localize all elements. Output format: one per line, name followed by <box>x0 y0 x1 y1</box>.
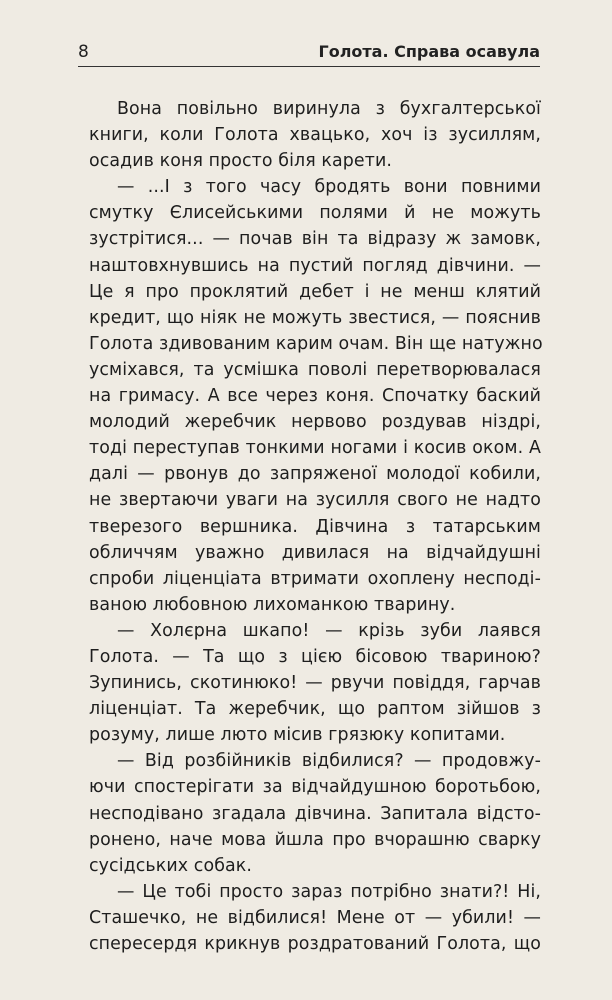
text-line: осадив коня просто біля карети. <box>89 151 392 172</box>
text-line: ючи спостерігати за відчайдушною боротьбою, <box>89 777 541 798</box>
text-line: несподівано згадала дівчина. Запитала відсто- <box>89 803 541 824</box>
running-title: Голота. Справа осавула <box>318 42 540 61</box>
text-line: ронено, наче мова йшла про вчорашню сварку <box>89 829 541 850</box>
text-line: Сташечко, не відбилися! Мене от — убили! — <box>89 907 541 928</box>
text-line: ліценціат. Та жеребчик, що раптом зійшов з <box>89 699 541 720</box>
paragraph <box>89 96 541 174</box>
text-line: усміхався, та усмішка поволі перетворювалася <box>89 359 541 380</box>
text-line: молодий жеребчик нервово роздував ніздрі, <box>89 412 541 433</box>
text-line: сусідських собак. <box>89 855 253 876</box>
text-line: Вона повільно виринула з бухгалтерської <box>117 99 541 119</box>
paragraph <box>89 748 541 878</box>
text-line: спересердя крикнув роздратований Голота, що <box>89 934 541 954</box>
paragraph <box>89 174 541 618</box>
text-line: — Від розбійників відбилися? — продовжу- <box>117 751 541 772</box>
text-line: книги, коли Голота хвацько, хоч із зусиллям, <box>89 125 541 146</box>
text-line: кредит, що ніяк не можуть звестися, — пояснив <box>89 307 541 328</box>
text-line: — Це тобі просто зараз потрібно знати?! Ні, <box>117 881 541 902</box>
running-head <box>78 40 540 67</box>
text-line: зустрітися... — почав він та відразу ж замовк, <box>89 229 541 250</box>
text-line: — Холєрна шкапо! — крізь зуби лаявся <box>117 620 541 641</box>
text-line: тверезого вершника. Дівчина з татарським <box>89 516 541 537</box>
paragraph <box>89 618 541 748</box>
text-line: тоді переступав тонкими ногами і косив оком. А <box>89 438 541 459</box>
text-line: Голота здивованим карим очам. Він ще натужно <box>89 333 543 354</box>
text-line: Голота. — Та що з цією бісовою твариною? <box>89 646 541 667</box>
text-line: смутку Єлисейськими полями й не можуть <box>89 203 541 224</box>
body-text <box>89 96 541 957</box>
paragraph <box>89 879 541 957</box>
text-line: далі — рвонув до запряженої молодої кобили, <box>89 464 541 485</box>
text-line: на гримасу. А все через коня. Спочатку баский <box>89 386 541 407</box>
text-line: Зупинись, скотинюко! — рвучи повіддя, гарчав <box>89 673 541 694</box>
text-line: Це я про проклятий дебет і не менш клятий <box>89 281 541 302</box>
text-line: обличчям уважно дивилася на відчайдушні <box>89 542 541 563</box>
text-line: наштовхнувшись на пустий погляд дівчини. — <box>89 255 541 276</box>
text-line: розуму, лише люто місив грязюку копитами. <box>89 725 506 746</box>
text-line: спроби ліценціата втримати охоплену несподі- <box>89 568 541 589</box>
page-number: 8 <box>78 42 89 62</box>
text-line: не звертаючи уваги на зусилля свого не надто <box>89 490 541 511</box>
text-line: ваною любовною лихоманкою тварину. <box>89 594 456 615</box>
text-line: — ...І з того часу бродять вони повними <box>117 177 541 198</box>
